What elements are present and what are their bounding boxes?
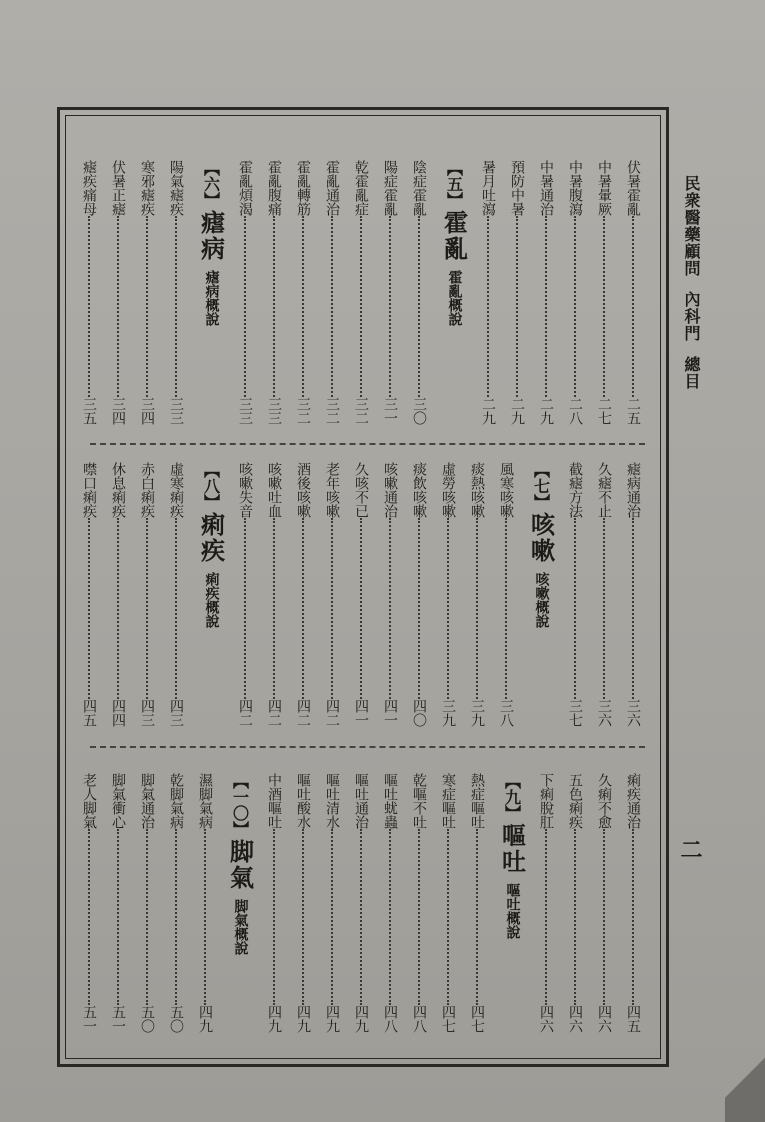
toc-entry[interactable] bbox=[377, 160, 402, 425]
toc-entry[interactable] bbox=[533, 773, 558, 1033]
entry-title: 寒症嘔吐 bbox=[440, 773, 456, 829]
leader-dots bbox=[302, 216, 304, 397]
leader-dots bbox=[360, 518, 362, 699]
entry-page-number: 三九 bbox=[469, 699, 485, 727]
entry-page-number: 四五 bbox=[81, 699, 97, 727]
entry-title: 中酒嘔吐 bbox=[266, 773, 282, 829]
entry-page-number: 四九 bbox=[266, 1005, 282, 1033]
entry-title: 中暑通治 bbox=[538, 160, 554, 216]
entry-page-number: 四二 bbox=[324, 699, 340, 727]
entry-title: 乾脚氣病 bbox=[168, 773, 184, 829]
entry-title: 脚氣衝心 bbox=[110, 773, 126, 829]
chapter-subtitle: 脚氣概說 bbox=[232, 899, 249, 955]
entry-title: 陽症霍亂 bbox=[382, 160, 398, 216]
entry-page-number: 四九 bbox=[295, 1005, 311, 1033]
entry-title: 陽氣瘧疾 bbox=[168, 160, 184, 216]
leader-dots bbox=[447, 829, 449, 1005]
toc-entry[interactable] bbox=[261, 773, 286, 1033]
entry-title: 乾霍亂症 bbox=[353, 160, 369, 216]
entry-title: 咳嗽通治 bbox=[382, 462, 398, 518]
entry-page-number: 四九 bbox=[324, 1005, 340, 1033]
leader-dots bbox=[175, 518, 177, 699]
entry-title: 咳嗽失音 bbox=[237, 462, 253, 518]
toc-entry[interactable] bbox=[348, 462, 373, 727]
leader-dots bbox=[244, 518, 246, 699]
chapter-subtitle: 咳嗽概說 bbox=[533, 572, 550, 628]
entry-title: 酒後咳嗽 bbox=[295, 462, 311, 518]
toc-entry[interactable] bbox=[406, 160, 431, 425]
leader-dots bbox=[389, 829, 391, 1005]
chapter-title: 痢疾 bbox=[196, 512, 226, 564]
toc-entry[interactable] bbox=[348, 160, 373, 425]
toc-entry[interactable] bbox=[620, 773, 645, 1033]
leader-dots bbox=[574, 518, 576, 699]
toc-entry[interactable] bbox=[591, 462, 616, 727]
toc-entry[interactable] bbox=[134, 773, 159, 1033]
chapter-heading bbox=[194, 160, 228, 425]
entry-page-number: 四六 bbox=[567, 1005, 583, 1033]
band-divider-2 bbox=[90, 746, 645, 748]
entry-page-number: 四二 bbox=[295, 699, 311, 727]
entry-page-number: 四八 bbox=[411, 1005, 427, 1033]
entry-page-number: 三六 bbox=[596, 699, 612, 727]
entry-title: 久痢不愈 bbox=[596, 773, 612, 829]
leader-dots bbox=[175, 216, 177, 397]
chapter-number: 【九】 bbox=[502, 773, 522, 821]
entry-title: 老年咳嗽 bbox=[324, 462, 340, 518]
leader-dots bbox=[603, 216, 605, 397]
leader-dots bbox=[117, 518, 119, 699]
toc-entry[interactable] bbox=[134, 462, 159, 727]
page-number: 二 bbox=[677, 838, 703, 860]
entry-page-number: 二九 bbox=[509, 397, 525, 425]
toc-entry[interactable] bbox=[290, 462, 315, 727]
leader-dots bbox=[146, 518, 148, 699]
leader-dots bbox=[447, 518, 449, 699]
entry-title: 噤口痢疾 bbox=[81, 462, 97, 518]
leader-dots bbox=[632, 829, 634, 1005]
chapter-title: 霍亂 bbox=[439, 210, 469, 262]
entry-title: 霍亂腹痛 bbox=[266, 160, 282, 216]
entry-title: 預防中暑 bbox=[509, 160, 525, 216]
chapter-subtitle: 瘧病概說 bbox=[203, 270, 220, 326]
entry-title: 霍亂轉筋 bbox=[295, 160, 311, 216]
entry-page-number: 五〇 bbox=[139, 1005, 155, 1033]
toc-entry[interactable] bbox=[562, 773, 587, 1033]
leader-dots bbox=[331, 216, 333, 397]
leader-dots bbox=[603, 518, 605, 699]
entry-title: 嘔吐清水 bbox=[324, 773, 340, 829]
toc-entry[interactable] bbox=[232, 462, 257, 727]
entry-title: 休息痢疾 bbox=[110, 462, 126, 518]
entry-page-number: 二九 bbox=[538, 397, 554, 425]
entry-title: 老人脚氣 bbox=[81, 773, 97, 829]
entry-page-number: 三八 bbox=[498, 699, 514, 727]
entry-page-number: 三二 bbox=[324, 397, 340, 425]
entry-title: 風寒咳嗽 bbox=[498, 462, 514, 518]
toc-band-2 bbox=[81, 462, 645, 727]
toc-entry[interactable] bbox=[134, 160, 159, 425]
toc-entry[interactable] bbox=[504, 160, 529, 425]
entry-page-number: 四三 bbox=[139, 699, 155, 727]
entry-page-number: 三二 bbox=[295, 397, 311, 425]
toc-band-1 bbox=[81, 160, 645, 425]
chapter-number: 【八】 bbox=[201, 462, 221, 510]
toc-entry[interactable] bbox=[163, 773, 188, 1033]
entry-title: 瘧疾痛母 bbox=[81, 160, 97, 216]
entry-title: 陰症霍亂 bbox=[411, 160, 427, 216]
entry-title: 暑月吐瀉 bbox=[480, 160, 496, 216]
entry-title: 下痢脫肛 bbox=[538, 773, 554, 829]
entry-page-number: 四二 bbox=[237, 699, 253, 727]
entry-page-number: 四五 bbox=[625, 1005, 641, 1033]
chapter-subtitle: 霍亂概說 bbox=[446, 270, 463, 326]
toc-entry[interactable] bbox=[192, 773, 217, 1033]
toc-entry[interactable] bbox=[163, 160, 188, 425]
entry-page-number: 三九 bbox=[440, 699, 456, 727]
toc-entry[interactable] bbox=[290, 773, 315, 1033]
toc-entry[interactable] bbox=[591, 773, 616, 1033]
entry-page-number: 三一 bbox=[382, 397, 398, 425]
toc-entry[interactable] bbox=[533, 160, 558, 425]
toc-entry[interactable] bbox=[261, 462, 286, 727]
chapter-number: 【一〇】 bbox=[230, 773, 250, 837]
entry-title: 瘧病通治 bbox=[625, 462, 641, 518]
entry-page-number: 三四 bbox=[110, 397, 126, 425]
entry-page-number: 四七 bbox=[440, 1005, 456, 1033]
leader-dots bbox=[505, 518, 507, 699]
entry-title: 伏暑正瘧 bbox=[110, 160, 126, 216]
entry-page-number: 三三 bbox=[237, 397, 253, 425]
entry-title: 久瘧不止 bbox=[596, 462, 612, 518]
leader-dots bbox=[146, 829, 148, 1005]
leader-dots bbox=[418, 518, 420, 699]
entry-page-number: 二五 bbox=[625, 397, 641, 425]
entry-title: 痰熱咳嗽 bbox=[469, 462, 485, 518]
chapter-subtitle: 痢疾概說 bbox=[203, 572, 220, 628]
toc-entry[interactable] bbox=[435, 773, 460, 1033]
leader-dots bbox=[146, 216, 148, 397]
entry-title: 痰飲咳嗽 bbox=[411, 462, 427, 518]
leader-dots bbox=[574, 216, 576, 397]
entry-page-number: 三〇 bbox=[411, 397, 427, 425]
toc-entry[interactable] bbox=[475, 160, 500, 425]
toc-entry[interactable] bbox=[348, 773, 373, 1033]
entry-page-number: 五〇 bbox=[168, 1005, 184, 1033]
toc-entry[interactable] bbox=[406, 773, 431, 1033]
leader-dots bbox=[418, 216, 420, 397]
entry-title: 伏暑霍亂 bbox=[625, 160, 641, 216]
entry-page-number: 二八 bbox=[567, 397, 583, 425]
entry-title: 嘔吐酸水 bbox=[295, 773, 311, 829]
entry-page-number: 四七 bbox=[469, 1005, 485, 1033]
chapter-heading bbox=[194, 462, 228, 727]
leader-dots bbox=[516, 216, 518, 397]
toc-entry[interactable] bbox=[76, 773, 101, 1033]
toc-entry[interactable] bbox=[562, 462, 587, 727]
leader-dots bbox=[632, 518, 634, 699]
chapter-number: 【六】 bbox=[201, 160, 221, 208]
entry-page-number: 四六 bbox=[596, 1005, 612, 1033]
section-name: 內科門 bbox=[682, 291, 701, 342]
toc-entry[interactable] bbox=[493, 462, 518, 727]
toc-entry[interactable] bbox=[319, 462, 344, 727]
leader-dots bbox=[360, 829, 362, 1005]
entry-page-number: 四三 bbox=[168, 699, 184, 727]
chapter-number: 【五】 bbox=[444, 160, 464, 208]
toc-entry[interactable] bbox=[464, 462, 489, 727]
entry-title: 虛寒痢疾 bbox=[168, 462, 184, 518]
leader-dots bbox=[476, 829, 478, 1005]
leader-dots bbox=[389, 518, 391, 699]
leader-dots bbox=[545, 829, 547, 1005]
entry-title: 霍亂通治 bbox=[324, 160, 340, 216]
leader-dots bbox=[360, 216, 362, 397]
leader-dots bbox=[331, 829, 333, 1005]
toc-entry[interactable] bbox=[435, 462, 460, 727]
entry-title: 濕脚氣病 bbox=[197, 773, 213, 829]
entry-page-number: 四九 bbox=[197, 1005, 213, 1033]
band-divider-1 bbox=[90, 443, 645, 445]
leader-dots bbox=[302, 518, 304, 699]
toc-entry[interactable] bbox=[319, 773, 344, 1033]
leader-dots bbox=[476, 518, 478, 699]
chapter-heading bbox=[524, 462, 558, 727]
book-title: 民衆醫藥顧問 bbox=[682, 175, 701, 277]
leader-dots bbox=[244, 216, 246, 397]
entry-page-number: 四四 bbox=[110, 699, 126, 727]
entry-page-number: 四八 bbox=[382, 1005, 398, 1033]
chapter-heading bbox=[495, 773, 529, 1033]
toc-entry[interactable] bbox=[76, 160, 101, 425]
leader-dots bbox=[545, 216, 547, 397]
toc-entry[interactable] bbox=[377, 773, 402, 1033]
entry-page-number: 四一 bbox=[382, 699, 398, 727]
entry-title: 寒邪瘧疾 bbox=[139, 160, 155, 216]
toc-entry[interactable] bbox=[591, 160, 616, 425]
leader-dots bbox=[302, 829, 304, 1005]
entry-page-number: 二九 bbox=[480, 397, 496, 425]
chapter-title: 脚氣 bbox=[225, 839, 255, 891]
chapter-heading bbox=[223, 773, 257, 1033]
toc-band-3 bbox=[81, 773, 645, 1033]
entry-title: 五色痢疾 bbox=[567, 773, 583, 829]
leader-dots bbox=[487, 216, 489, 397]
entry-page-number: 三四 bbox=[139, 397, 155, 425]
toc-entry[interactable] bbox=[261, 160, 286, 425]
leader-dots bbox=[117, 216, 119, 397]
entry-title: 霍亂煩渴 bbox=[237, 160, 253, 216]
leader-dots bbox=[88, 518, 90, 699]
entry-page-number: 二七 bbox=[596, 397, 612, 425]
entry-title: 虛勞咳嗽 bbox=[440, 462, 456, 518]
toc-entry[interactable] bbox=[76, 462, 101, 727]
leader-dots bbox=[418, 829, 420, 1005]
leader-dots bbox=[331, 518, 333, 699]
toc-entry[interactable] bbox=[105, 160, 130, 425]
toc-entry[interactable] bbox=[232, 160, 257, 425]
toc-entry[interactable] bbox=[163, 462, 188, 727]
entry-title: 嘔吐蚘蟲 bbox=[382, 773, 398, 829]
entry-page-number: 三七 bbox=[567, 699, 583, 727]
leader-dots bbox=[632, 216, 634, 397]
entry-page-number: 四六 bbox=[538, 1005, 554, 1033]
entry-page-number: 四一 bbox=[353, 699, 369, 727]
entry-title: 嘔吐通治 bbox=[353, 773, 369, 829]
leader-dots bbox=[273, 518, 275, 699]
toc-entry[interactable] bbox=[406, 462, 431, 727]
leader-dots bbox=[603, 829, 605, 1005]
entry-title: 咳嗽吐血 bbox=[266, 462, 282, 518]
toc-entry[interactable] bbox=[620, 160, 645, 425]
entry-title: 久咳不已 bbox=[353, 462, 369, 518]
running-head bbox=[676, 175, 706, 390]
page-corner-shadow bbox=[725, 1032, 765, 1122]
leader-dots bbox=[117, 829, 119, 1005]
entry-page-number: 三五 bbox=[81, 397, 97, 425]
entry-title: 中暑暈厥 bbox=[596, 160, 612, 216]
section-label: 總目 bbox=[682, 356, 701, 390]
entry-title: 乾嘔不吐 bbox=[411, 773, 427, 829]
entry-page-number: 四九 bbox=[353, 1005, 369, 1033]
leader-dots bbox=[88, 216, 90, 397]
entry-page-number: 五一 bbox=[110, 1005, 126, 1033]
entry-page-number: 五一 bbox=[81, 1005, 97, 1033]
chapter-title: 瘧病 bbox=[196, 210, 226, 262]
chapter-number: 【七】 bbox=[531, 462, 551, 510]
entry-page-number: 四〇 bbox=[411, 699, 427, 727]
chapter-heading bbox=[437, 160, 471, 425]
leader-dots bbox=[273, 829, 275, 1005]
entry-title: 熱症嘔吐 bbox=[469, 773, 485, 829]
toc-entry[interactable] bbox=[105, 773, 130, 1033]
entry-title: 痢疾通治 bbox=[625, 773, 641, 829]
entry-title: 中暑腹瀉 bbox=[567, 160, 583, 216]
leader-dots bbox=[574, 829, 576, 1005]
chapter-title: 嘔吐 bbox=[497, 823, 527, 875]
toc-entry[interactable] bbox=[319, 160, 344, 425]
leader-dots bbox=[389, 216, 391, 397]
leader-dots bbox=[273, 216, 275, 397]
entry-page-number: 三六 bbox=[625, 699, 641, 727]
entry-title: 赤白痢疾 bbox=[139, 462, 155, 518]
leader-dots bbox=[175, 829, 177, 1005]
entry-title: 脚氣通治 bbox=[139, 773, 155, 829]
entry-page-number: 三二 bbox=[353, 397, 369, 425]
toc-entry[interactable] bbox=[562, 160, 587, 425]
entry-page-number: 四二 bbox=[266, 699, 282, 727]
leader-dots bbox=[88, 829, 90, 1005]
toc-entry[interactable] bbox=[105, 462, 130, 727]
entry-title: 截瘧方法 bbox=[567, 462, 583, 518]
toc-entry[interactable] bbox=[464, 773, 489, 1033]
chapter-subtitle: 嘔吐概說 bbox=[504, 883, 521, 939]
leader-dots bbox=[204, 829, 206, 1005]
toc-entry[interactable] bbox=[377, 462, 402, 727]
toc-entry[interactable] bbox=[290, 160, 315, 425]
toc-entry[interactable] bbox=[620, 462, 645, 727]
entry-page-number: 三三 bbox=[168, 397, 184, 425]
entry-page-number: 三三 bbox=[266, 397, 282, 425]
chapter-title: 咳嗽 bbox=[526, 512, 556, 564]
